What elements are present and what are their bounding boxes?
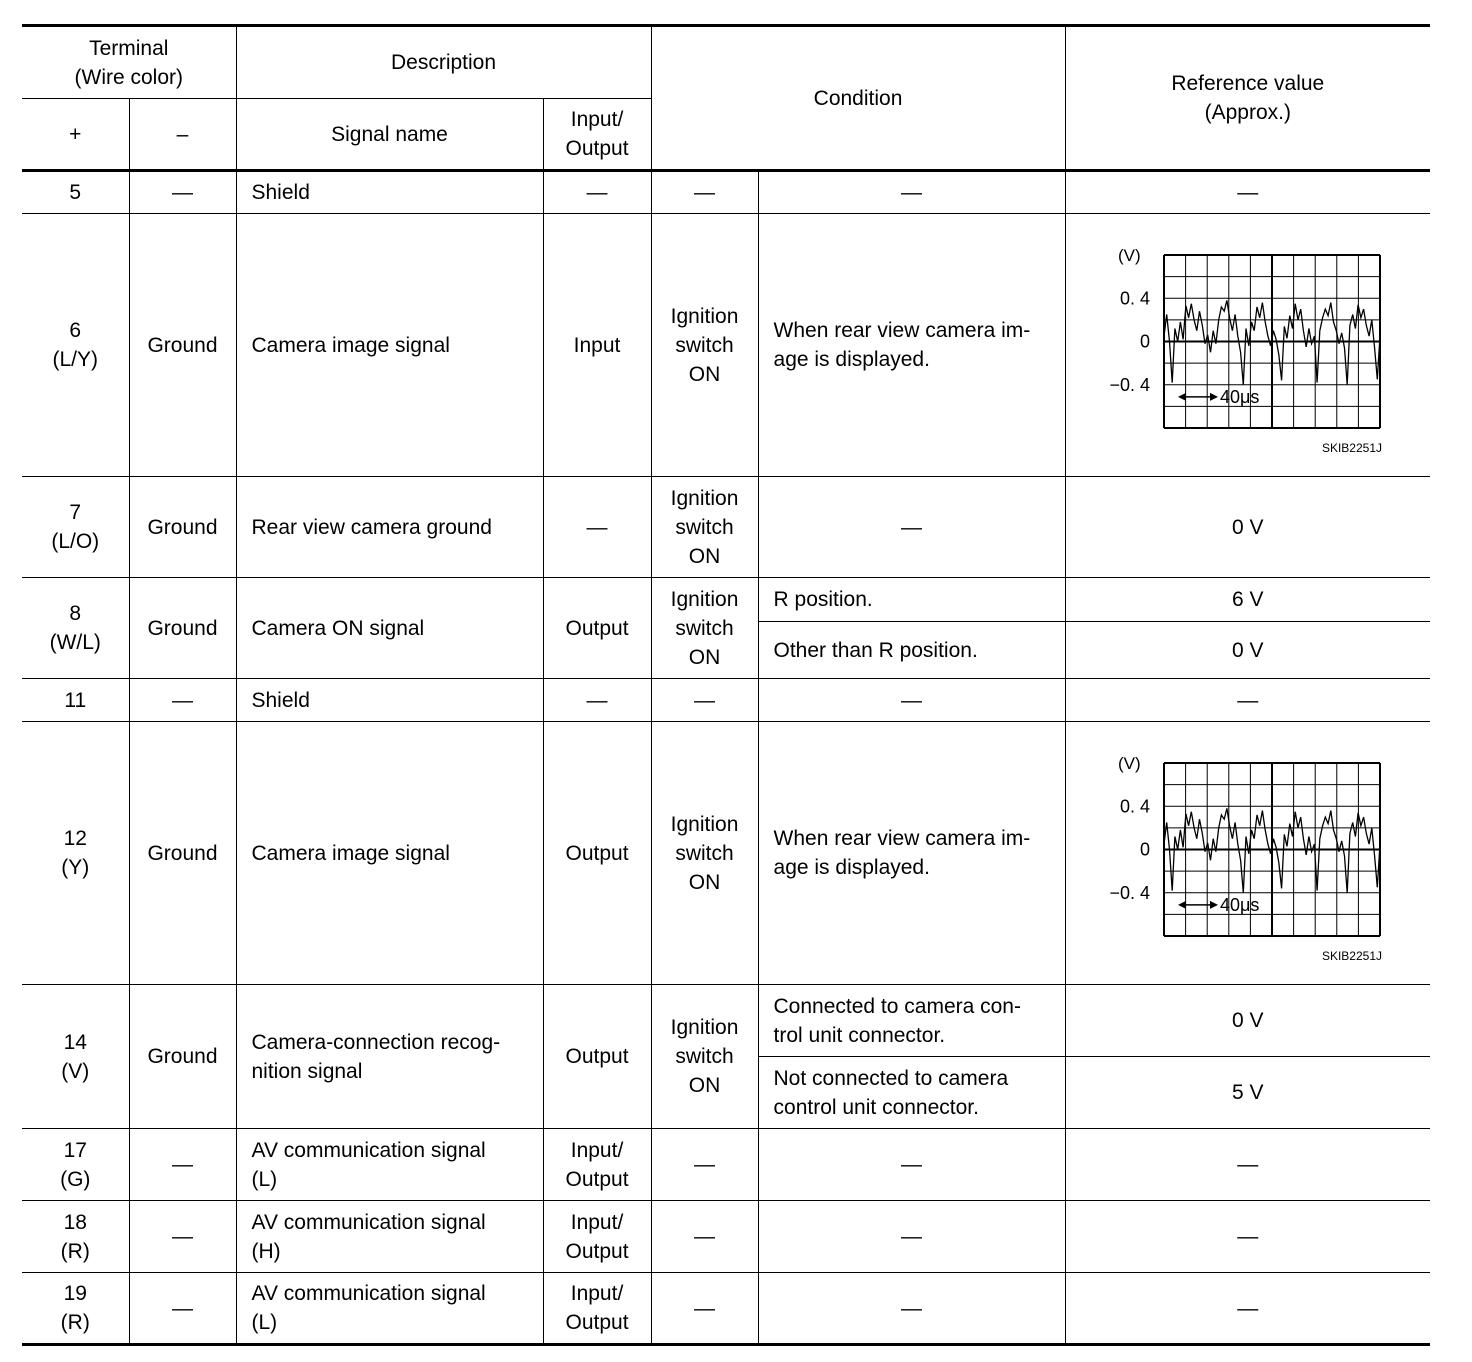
table-row bbox=[22, 1129, 1430, 1201]
reference-value-cell: — bbox=[1065, 1201, 1430, 1273]
table-row bbox=[22, 214, 1430, 477]
table-row bbox=[22, 722, 1430, 985]
table-row bbox=[22, 1273, 1430, 1345]
io-cell bbox=[543, 1201, 651, 1273]
signal-name-line: AV communication signal bbox=[251, 1282, 486, 1305]
io-cell bbox=[543, 1129, 651, 1201]
signal-name-line: AV communication signal bbox=[251, 1138, 486, 1162]
waveform-figure-id: SKIB2251J bbox=[1321, 949, 1382, 963]
io-cell: Output bbox=[543, 985, 651, 1129]
terminal-number: 18 bbox=[63, 1210, 87, 1234]
minus-header: – bbox=[129, 99, 236, 171]
condition-switch-cell bbox=[651, 214, 758, 477]
condition-detail-cell: — bbox=[758, 1129, 1065, 1201]
signal-name-line: (H) bbox=[251, 1239, 281, 1263]
condition-detail-cell: Other than R position. bbox=[758, 622, 1065, 679]
waveform-time-label: 40μs bbox=[1219, 386, 1260, 407]
wire-color-header-label: (Wire color) bbox=[74, 65, 183, 89]
wire-color: (R) bbox=[60, 1311, 90, 1334]
condition-line: ON bbox=[688, 544, 721, 568]
signal-name-cell: Rear view camera ground bbox=[236, 477, 543, 578]
condition-line: ON bbox=[688, 1074, 721, 1097]
minus-cell: Ground bbox=[129, 477, 236, 578]
terminal-cell bbox=[22, 578, 129, 679]
table-row bbox=[22, 477, 1430, 578]
condition-switch-cell bbox=[651, 477, 758, 578]
terminal-header bbox=[22, 26, 236, 99]
reference-value-cell: 0 V bbox=[1065, 622, 1430, 679]
reference-value-cell bbox=[1065, 722, 1430, 985]
plus-header: + bbox=[22, 99, 129, 171]
signal-name-cell: Shield bbox=[236, 171, 543, 214]
signal-name-cell: Camera image signal bbox=[236, 214, 543, 477]
terminal-number: 17 bbox=[63, 1138, 87, 1162]
condition-switch-cell bbox=[651, 578, 758, 679]
condition-line: switch bbox=[675, 1045, 734, 1068]
condition-detail-cell: — bbox=[758, 679, 1065, 722]
signal-name-line: (L) bbox=[251, 1311, 278, 1334]
io-cell: Output bbox=[543, 578, 651, 679]
reference-value-label: Reference value bbox=[1171, 72, 1325, 95]
condition-detail-cell: — bbox=[758, 1273, 1065, 1345]
io-line: Input/ bbox=[570, 1138, 624, 1162]
signal-name-cell: Camera ON signal bbox=[236, 578, 543, 679]
reference-value-cell: 0 V bbox=[1065, 985, 1430, 1057]
terminal-number: 14 bbox=[63, 1030, 87, 1054]
terminal-number: 7 bbox=[69, 501, 82, 524]
condition-line: Ignition bbox=[670, 304, 739, 328]
signal-name-cell: Camera image signal bbox=[236, 722, 543, 985]
minus-cell: — bbox=[129, 1201, 236, 1273]
condition-line: switch bbox=[675, 333, 734, 357]
condition-line: switch bbox=[675, 616, 734, 640]
minus-cell: — bbox=[129, 1129, 236, 1201]
condition-detail-cell: — bbox=[758, 171, 1065, 214]
signal-name-cell bbox=[236, 1201, 543, 1273]
reference-value-cell bbox=[1065, 214, 1430, 477]
waveform-y-tick: 0. 4 bbox=[1119, 796, 1150, 817]
table-row bbox=[22, 1201, 1430, 1273]
waveform-figure bbox=[1098, 743, 1398, 963]
table-row bbox=[22, 578, 1430, 622]
signal-name-cell bbox=[236, 985, 543, 1129]
terminal-cell bbox=[22, 477, 129, 578]
reference-value-cell: 6 V bbox=[1065, 578, 1430, 622]
signal-name-line: nition signal bbox=[251, 1059, 363, 1083]
condition-line: age is displayed. bbox=[773, 856, 930, 879]
condition-line: age is displayed. bbox=[773, 348, 930, 371]
wire-color: (Y) bbox=[61, 856, 90, 879]
condition-line: Not connected to camera bbox=[773, 1066, 1009, 1090]
condition-header: Condition bbox=[651, 26, 1065, 171]
reference-value-cell: — bbox=[1065, 679, 1430, 722]
signal-name-cell bbox=[236, 1129, 543, 1201]
condition-detail-cell bbox=[758, 214, 1065, 477]
condition-line: When rear view camera im- bbox=[773, 827, 1031, 850]
terminal-reference-table bbox=[22, 24, 1430, 1346]
input-label: Input/ bbox=[570, 108, 624, 131]
waveform-unit-label: (V) bbox=[1117, 754, 1141, 773]
io-cell: Input bbox=[543, 214, 651, 477]
terminal-number: 8 bbox=[69, 602, 82, 625]
terminal-number: 12 bbox=[63, 827, 87, 850]
condition-detail-cell: — bbox=[758, 477, 1065, 578]
condition-switch-cell: — bbox=[651, 1273, 758, 1345]
io-cell: — bbox=[543, 171, 651, 214]
condition-switch-cell bbox=[651, 985, 758, 1129]
io-cell: — bbox=[543, 477, 651, 578]
condition-line: ON bbox=[688, 645, 721, 669]
wire-color: (R) bbox=[60, 1239, 90, 1263]
reference-value-cell: 0 V bbox=[1065, 477, 1430, 578]
io-line: Input/ bbox=[570, 1282, 624, 1305]
condition-switch-cell: — bbox=[651, 1201, 758, 1273]
io-cell bbox=[543, 1273, 651, 1345]
reference-value-header bbox=[1065, 26, 1430, 171]
io-line: Output bbox=[565, 1311, 629, 1334]
approx-label: (Approx.) bbox=[1204, 101, 1291, 124]
condition-line: switch bbox=[675, 841, 734, 865]
condition-switch-cell: — bbox=[651, 679, 758, 722]
signal-name-line: AV communication signal bbox=[251, 1210, 486, 1234]
terminal-cell bbox=[22, 1129, 129, 1201]
condition-detail-cell bbox=[758, 1057, 1065, 1129]
signal-name-cell bbox=[236, 1273, 543, 1345]
condition-detail-cell: R position. bbox=[758, 578, 1065, 622]
signal-name-cell: Shield bbox=[236, 679, 543, 722]
terminal-cell bbox=[22, 985, 129, 1129]
condition-line: ON bbox=[688, 362, 721, 386]
condition-line: Ignition bbox=[670, 587, 739, 611]
condition-line: Ignition bbox=[670, 1016, 739, 1039]
terminal-number: 19 bbox=[63, 1282, 87, 1305]
waveform-y-tick: −0. 4 bbox=[1109, 882, 1150, 903]
waveform-arrow-head bbox=[1178, 901, 1186, 909]
condition-line: Connected to camera con- bbox=[773, 994, 1021, 1018]
condition-line: When rear view camera im- bbox=[773, 319, 1031, 342]
condition-detail-cell bbox=[758, 722, 1065, 985]
wire-color: (W/L) bbox=[49, 631, 101, 654]
terminal-header-label: Terminal bbox=[89, 36, 169, 60]
table-row bbox=[22, 679, 1430, 722]
waveform-unit-label: (V) bbox=[1117, 246, 1141, 265]
terminal-cell bbox=[22, 1201, 129, 1273]
reference-value-cell: — bbox=[1065, 171, 1430, 214]
description-header: Description bbox=[236, 26, 651, 99]
waveform-arrow-head bbox=[1210, 901, 1218, 909]
minus-cell: Ground bbox=[129, 578, 236, 679]
minus-cell: — bbox=[129, 679, 236, 722]
terminal-cell bbox=[22, 214, 129, 477]
waveform-y-tick: 0. 4 bbox=[1119, 288, 1150, 309]
terminal-cell bbox=[22, 1273, 129, 1345]
condition-switch-cell: — bbox=[651, 171, 758, 214]
condition-detail-cell bbox=[758, 985, 1065, 1057]
condition-line: trol unit connector. bbox=[773, 1023, 946, 1047]
io-cell: Output bbox=[543, 722, 651, 985]
waveform-figure bbox=[1098, 235, 1398, 455]
table-row bbox=[22, 985, 1430, 1057]
reference-value-cell: 5 V bbox=[1065, 1057, 1430, 1129]
minus-cell: — bbox=[129, 171, 236, 214]
wire-color: (V) bbox=[61, 1059, 90, 1083]
condition-line: switch bbox=[675, 515, 734, 539]
waveform-y-tick: −0. 4 bbox=[1109, 374, 1150, 395]
terminal-cell bbox=[22, 722, 129, 985]
minus-cell: Ground bbox=[129, 214, 236, 477]
wire-color: (G) bbox=[60, 1167, 91, 1191]
waveform-time-label: 40μs bbox=[1219, 894, 1260, 915]
condition-switch-cell bbox=[651, 722, 758, 985]
waveform-y-tick: 0 bbox=[1139, 331, 1150, 352]
waveform-y-tick: 0 bbox=[1139, 839, 1150, 860]
table-row bbox=[22, 171, 1430, 214]
io-line: Input/ bbox=[570, 1210, 624, 1234]
io-cell: — bbox=[543, 679, 651, 722]
signal-name-line: Camera-connection recog- bbox=[251, 1030, 501, 1054]
condition-line: control unit connector. bbox=[773, 1095, 979, 1119]
signal-name-line: (L) bbox=[251, 1167, 278, 1191]
terminal-cell: 5 bbox=[22, 171, 129, 214]
input-output-header bbox=[543, 99, 651, 171]
output-label: Output bbox=[565, 137, 629, 160]
minus-cell: Ground bbox=[129, 985, 236, 1129]
terminal-cell: 11 bbox=[22, 679, 129, 722]
terminal-number: 6 bbox=[69, 319, 82, 342]
io-line: Output bbox=[565, 1167, 629, 1191]
reference-value-cell: — bbox=[1065, 1129, 1430, 1201]
waveform-figure-id: SKIB2251J bbox=[1321, 441, 1382, 455]
wire-color: (L/Y) bbox=[52, 348, 98, 371]
condition-detail-cell: — bbox=[758, 1201, 1065, 1273]
waveform-arrow-head bbox=[1210, 393, 1218, 401]
io-line: Output bbox=[565, 1239, 629, 1263]
condition-line: Ignition bbox=[670, 486, 739, 510]
signal-name-header: Signal name bbox=[236, 99, 543, 171]
minus-cell: — bbox=[129, 1273, 236, 1345]
reference-value-cell: — bbox=[1065, 1273, 1430, 1345]
condition-switch-cell: — bbox=[651, 1129, 758, 1201]
minus-cell: Ground bbox=[129, 722, 236, 985]
waveform-arrow-head bbox=[1178, 393, 1186, 401]
condition-line: ON bbox=[688, 870, 721, 894]
condition-line: Ignition bbox=[670, 812, 739, 836]
wire-color: (L/O) bbox=[51, 530, 100, 553]
